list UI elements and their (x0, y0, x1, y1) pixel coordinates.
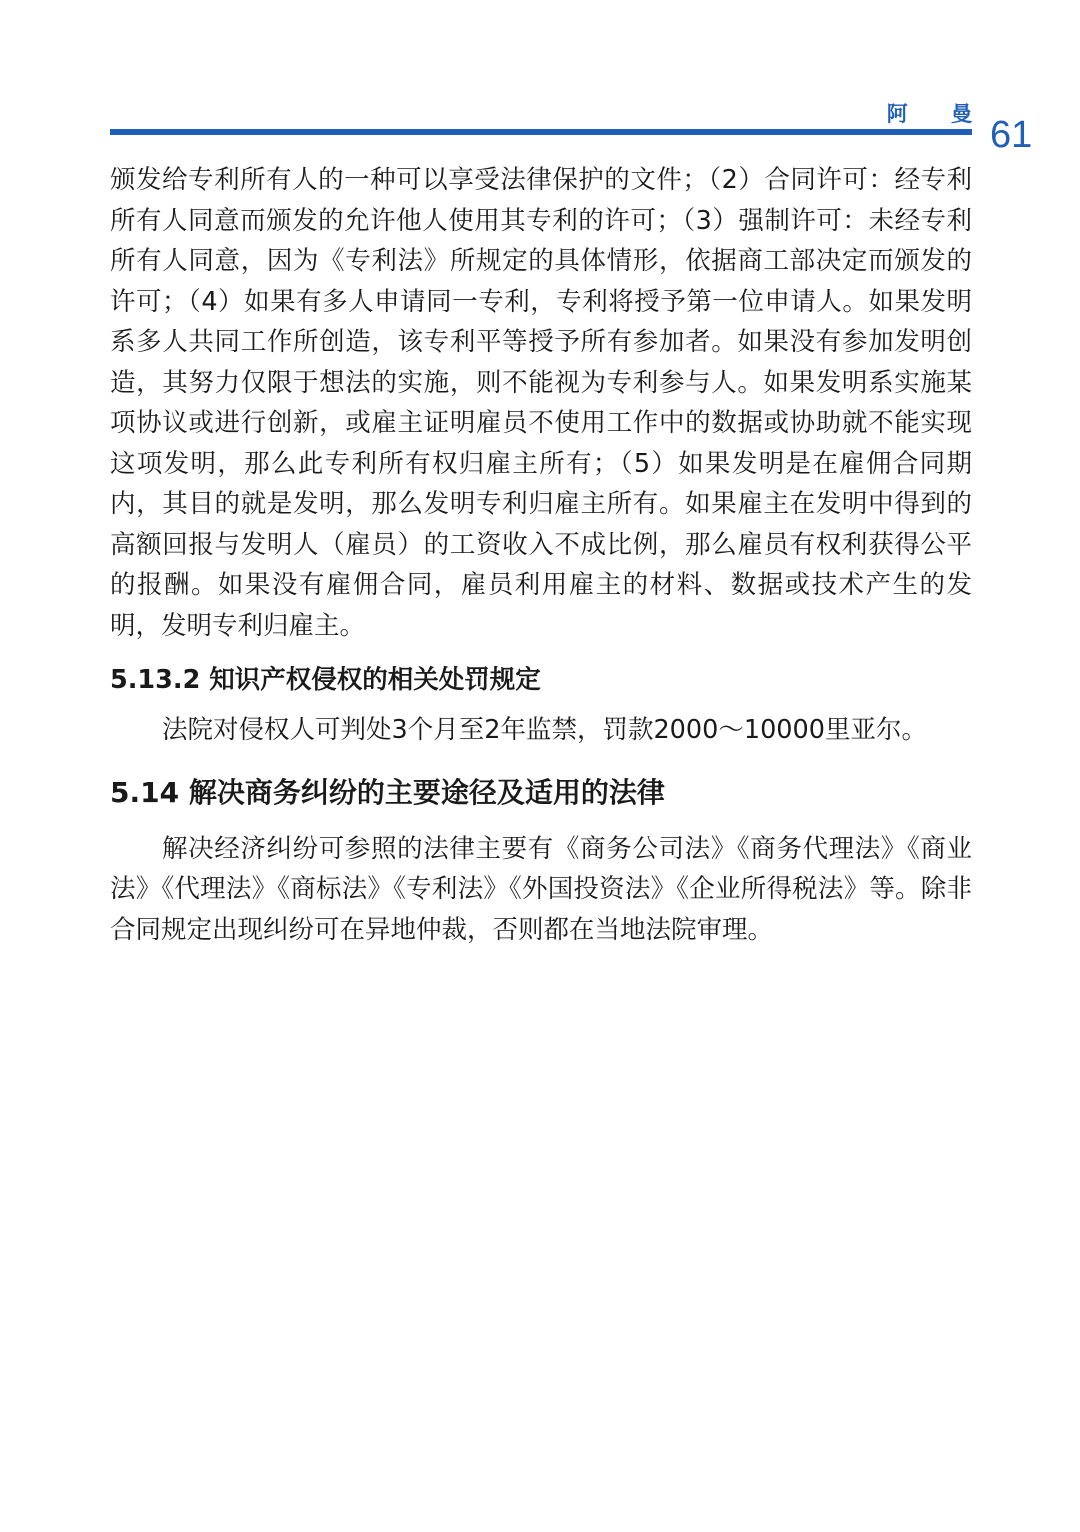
section-heading-5-13-2: 5.13.2 知识产权侵权的相关处罚规定 (110, 665, 541, 695)
page-number: 61 (990, 114, 1033, 156)
page-content (110, 160, 972, 950)
header-rule (110, 129, 972, 135)
section-5-14-paragraph: 解决经济纠纷可参照的法律主要有《商务公司法》《商务代理法》《商业法》《代理法》《商标法》《专利法》《外国投资法》《企业所得税法》等。除非合同规定出现纠纷可在异地仲裁，否则都在当地法院审理。 (110, 833, 972, 945)
body-paragraph-continued: 颁发给专利所有人的一种可以享受法律保护的文件；（2）合同许可：经专利所有人同意而颁发的允许他人使用其专利的许可；（3）强制许可：未经专利所有人同意，因为《专利法》所规定的具体情形，依据商工部决定而颁发的许可；（4）如果有多人申请同一专利，专利将授予第一位申请人。如果发明系多人共同工作所创造，该专利平等授予所有参加者。如果没有参加发明创造，其努力仅限于想法的实施，则不能视为专利参与人。如果发明系实施某项协议或进行创新，或雇主证明雇员不使用工作中的数据或协助就不能实现这项发明，那么此专利所有权归雇主所有；（5）如果发明是在雇佣合同期内，其目的就是发明，那么发明专利归雇主所有。如果雇主在发明中得到的高额回报与发明人（雇员）的工资收入不成比例，那么雇员有权利获得公平的报酬。如果没有雇佣合同，雇员利用雇主的材料、数据或技术产生的发明，发明专利归雇主。 (110, 165, 972, 641)
running-header-title: 阿 曼 (886, 102, 990, 126)
section-5-13-2-paragraph: 法院对侵权人可判处3个月至2年监禁，罚款2000～10000里亚尔。 (162, 715, 927, 745)
section-heading-5-14: 5.14 解决商务纠纷的主要途径及适用的法律 (110, 775, 665, 809)
